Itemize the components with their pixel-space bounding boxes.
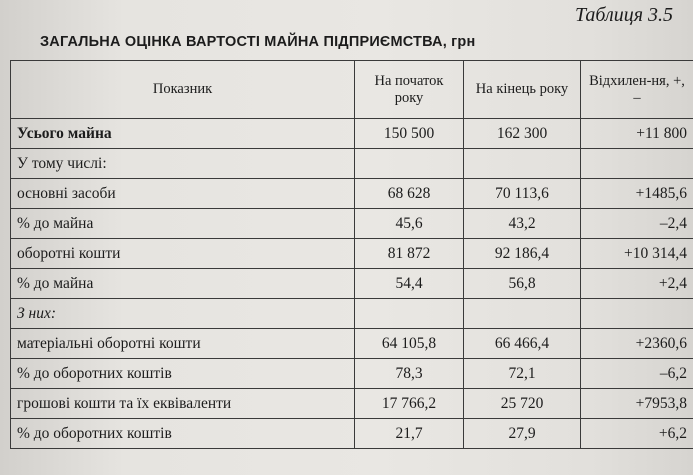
row-end-value: 25 720 (464, 389, 581, 419)
row-label: З них: (11, 299, 355, 329)
row-end-value: 162 300 (464, 119, 581, 149)
row-label: % до майна (11, 209, 355, 239)
row-deviation (581, 149, 693, 179)
header-deviation: Відхилен-ня, +, – (581, 61, 693, 119)
table-row (11, 119, 693, 149)
table-number: Таблиця 3.5 (575, 4, 673, 26)
row-end-value (464, 149, 581, 179)
row-start-value (355, 149, 464, 179)
table-header-row (11, 61, 693, 119)
row-label: грошові кошти та їх еквіваленти (11, 389, 355, 419)
row-start-value: 17 766,2 (355, 389, 464, 419)
row-deviation: +2360,6 (581, 329, 693, 359)
asset-value-table (10, 60, 693, 449)
row-start-value: 81 872 (355, 239, 464, 269)
row-deviation: +10 314,4 (581, 239, 693, 269)
row-start-value: 78,3 (355, 359, 464, 389)
header-indicator: Показник (11, 61, 355, 119)
table-row (11, 359, 693, 389)
row-label: Усього майна (11, 119, 355, 149)
row-end-value (464, 299, 581, 329)
row-label: % до оборотних коштів (11, 359, 355, 389)
row-start-value: 68 628 (355, 179, 464, 209)
row-label: оборотні кошти (11, 239, 355, 269)
table-title: ЗАГАЛЬНА ОЦІНКА ВАРТОСТІ МАЙНА ПІДПРИЄМСТВА, грн (40, 34, 476, 50)
row-label: У тому числі: (11, 149, 355, 179)
row-deviation: +7953,8 (581, 389, 693, 419)
row-end-value: 92 186,4 (464, 239, 581, 269)
row-start-value: 45,6 (355, 209, 464, 239)
row-end-value: 70 113,6 (464, 179, 581, 209)
header-end-of-year: На кінець року (464, 61, 581, 119)
row-label: матеріальні оборотні кошти (11, 329, 355, 359)
table-row (11, 269, 693, 299)
row-start-value: 150 500 (355, 119, 464, 149)
row-deviation (581, 299, 693, 329)
row-end-value: 43,2 (464, 209, 581, 239)
table-row (11, 329, 693, 359)
row-end-value: 56,8 (464, 269, 581, 299)
row-deviation: +1485,6 (581, 179, 693, 209)
row-start-value: 21,7 (355, 419, 464, 449)
row-label: % до оборотних коштів (11, 419, 355, 449)
row-deviation: +6,2 (581, 419, 693, 449)
row-start-value: 54,4 (355, 269, 464, 299)
table-row (11, 209, 693, 239)
row-start-value: 64 105,8 (355, 329, 464, 359)
table-row (11, 179, 693, 209)
table-row (11, 389, 693, 419)
row-deviation: +11 800 (581, 119, 693, 149)
row-label: % до майна (11, 269, 355, 299)
table-row (11, 239, 693, 269)
row-end-value: 72,1 (464, 359, 581, 389)
table-row (11, 299, 693, 329)
row-start-value (355, 299, 464, 329)
row-end-value: 27,9 (464, 419, 581, 449)
row-deviation: –6,2 (581, 359, 693, 389)
header-start-of-year: На початок року (355, 61, 464, 119)
row-label: основні засоби (11, 179, 355, 209)
table-row (11, 419, 693, 449)
row-deviation: +2,4 (581, 269, 693, 299)
row-end-value: 66 466,4 (464, 329, 581, 359)
table-row (11, 149, 693, 179)
row-deviation: –2,4 (581, 209, 693, 239)
